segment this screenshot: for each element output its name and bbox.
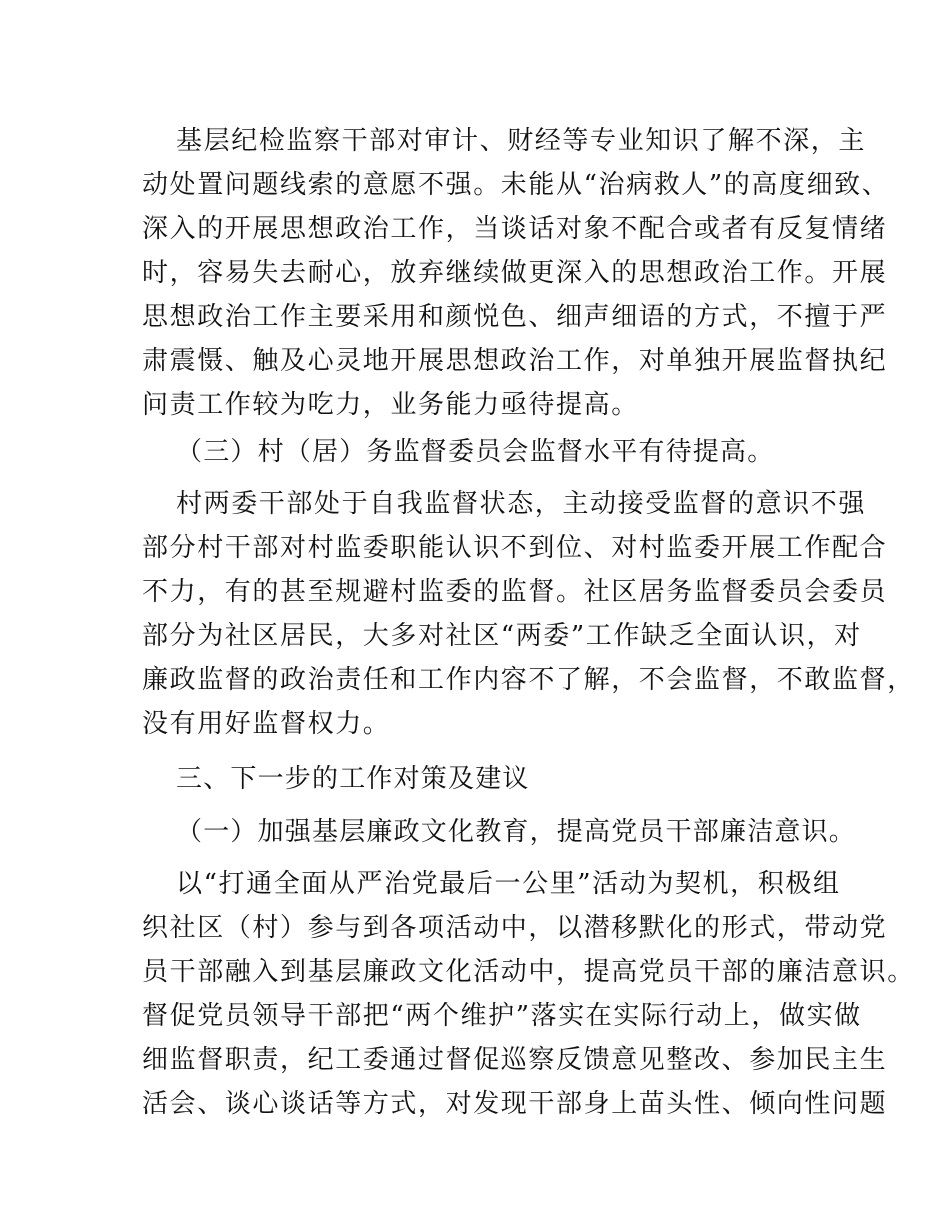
paragraph-2-line-2: 部分村干部对村监委职能认识不到位、对村监委开展工作配合 [142,533,888,563]
paragraph-3-line-1: 以“打通全面从严治党最后一公里”活动为契机，积极组 [176,869,841,899]
paragraph-1-line-2: 动处置问题线索的意愿不强。未能从“治病救人”的高度细致、 [142,170,890,200]
paragraph-1-line-5: 思想政治工作主要采用和颜悦色、细声细语的方式，不擅于严 [142,302,888,332]
paragraph-2-line-1: 村两委干部处于自我监督状态，主动接受监督的意识不强 [176,489,867,519]
paragraph-1-line-3: 深入的开展思想政治工作，当谈话对象不配合或者有反复情绪 [142,214,888,244]
paragraph-2-line-4: 部分为社区居民，大多对社区“两委”工作缺乏全面认识，对 [142,621,862,651]
paragraph-3-line-4: 督促党员领导干部把“两个维护”落实在实际行动上，做实做 [142,1001,862,1031]
paragraph-3-line-3: 员干部融入到基层廉政文化活动中，提高党员干部的廉洁意识。 [142,957,915,987]
paragraph-3-line-2: 织社区（村）参与到各项活动中，以潜移默化的形式，带动党 [142,913,888,943]
paragraph-1-line-7: 问责工作较为吃力，业务能力亟待提高。 [142,390,639,420]
section-heading-1: （一）加强基层廉政文化教育，提高党员干部廉洁意识。 [176,817,857,847]
paragraph-1-line-4: 时，容易失去耐心，放弃继续做更深入的思想政治工作。开展 [142,258,888,288]
paragraph-2-line-3: 不力，有的甚至规避村监委的监督。社区居务监督委员会委员 [142,577,888,607]
paragraph-1-line-1: 基层纪检监察干部对审计、财经等专业知识了解不深，主 [176,126,867,156]
paragraph-2-line-5: 廉政监督的政治责任和工作内容不了解，不会监督，不敢监督， [142,665,915,695]
section-heading-main-3: 三、下一步的工作对策及建议 [176,764,530,794]
paragraph-2-line-6: 没有用好监督权力。 [142,709,391,739]
paragraph-3-line-5: 细监督职责，纪工委通过督促巡察反馈意见整改、参加民主生 [142,1045,888,1075]
paragraph-1-line-6: 肃震慑、触及心灵地开展思想政治工作，对单独开展监督执纪 [142,346,888,376]
paragraph-3-line-6: 活会、谈心谈话等方式，对发现干部身上苗头性、倾向性问题 [142,1089,888,1119]
section-heading-3: （三）村（居）务监督委员会监督水平有待提高。 [176,437,775,467]
